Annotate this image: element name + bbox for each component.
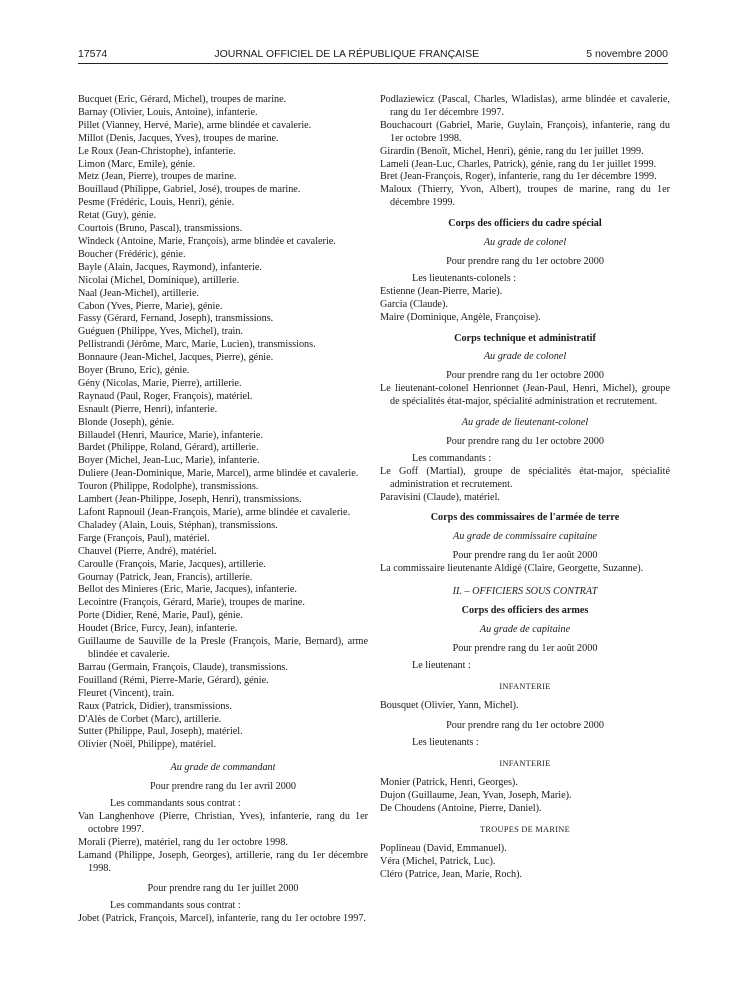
list-item: Le Roux (Jean-Christophe), infanterie.	[78, 145, 236, 157]
list-item: Millot (Denis, Jacques, Yves), troupes de marine.	[78, 132, 279, 144]
header-rule	[78, 63, 668, 64]
grade-heading: Au grade de commissaire capitaine	[453, 531, 597, 543]
list-item: Nicolai (Michel, Dominique), artillerie.	[78, 274, 240, 286]
list-item: Bonnaure (Jean-Michel, Jacques, Pierre), génie.	[78, 352, 274, 364]
list-item: Naal (Jean-Michel), artillerie.	[78, 287, 200, 299]
list-item: Véra (Michel, Patrick, Luc).	[380, 855, 496, 867]
list-item: Jobet (Patrick, François, Marcel), infanterie, rang du 1er octobre 1997.	[78, 913, 366, 925]
list-item: Blonde (Joseph), génie.	[78, 416, 175, 428]
list-item: Houdet (Brice, Furcy, Jean), infanterie.	[78, 623, 238, 635]
list-item: Maire (Dominique, Angèle, Françoise).	[380, 311, 541, 323]
list-item: Le lieutenant-colonel Henrionnet (Jean-Paul, Henri, Michel), groupe de spécialités état-major, spécialité administration et recrutement.	[380, 383, 670, 408]
list-item: Chaladey (Alain, Louis, Stéphan), transmissions.	[78, 519, 278, 531]
journal-title: JOURNAL OFFICIEL DE LA RÉPUBLIQUE FRANÇAISE	[214, 48, 480, 60]
list-item: Podlaziewicz (Pascal, Charles, Wladislas), arme blindée et cavalerie, rang du 1er décembre 1997.	[380, 94, 670, 118]
list-item: De Choudens (Antoine, Pierre, Daniel).	[380, 802, 542, 814]
list-item: Van Langhenhove (Pierre, Christian, Yves), infanterie, rang du 1er octobre 1997.	[78, 810, 368, 835]
list-item: Lamand (Philippe, Joseph, Georges), artillerie, rang du 1er décembre 1998.	[78, 849, 368, 874]
arm-heading: INFANTERIE	[499, 759, 551, 769]
list-item: Duliere (Jean-Dominique, Marie, Marcel), arme blindée et cavalerie.	[78, 468, 359, 480]
section-heading: II. – OFFICIERS SOUS CONTRAT	[452, 586, 598, 598]
list-item: Poplineau (David, Emmanuel).	[380, 842, 507, 854]
list-item: Paravisini (Claude), matériel.	[380, 491, 500, 503]
list-item: Bucquet (Eric, Gérard, Michel), troupes de marine.	[78, 94, 287, 105]
rank-date: Pour prendre rang du 1er avril 2000	[150, 781, 296, 793]
list-item: Girardin (Benoît, Michel, Henri), génie, rang du 1er juillet 1999.	[380, 145, 644, 157]
corps-heading: Corps des officiers des armes	[461, 605, 589, 616]
list-item: Gournay (Patrick, Jean, Francis), artillerie.	[78, 571, 253, 583]
group-label: Les commandants sous contrat :	[110, 900, 241, 912]
page-number: 17574	[78, 48, 108, 60]
list-item: Garcia (Claude).	[380, 298, 448, 310]
list-item: Caroulle (François, Marie, Jacques), artillerie.	[78, 558, 266, 570]
page-header	[78, 45, 668, 63]
list-item: Limon (Marc, Emile), génie.	[78, 158, 196, 170]
list-item: Estienne (Jean-Pierre, Marie).	[380, 285, 503, 297]
list-item: Fouilland (Rémi, Pierre-Marie, Gérard), génie.	[78, 674, 269, 686]
list-item: Boyer (Michel, Jean-Luc, Marie), infanterie.	[78, 455, 260, 467]
grade-heading: Au grade de lieutenant-colonel	[461, 417, 589, 429]
list-item: Dujon (Guillaume, Jean, Yvan, Joseph, Marie).	[380, 790, 572, 802]
list-item: Raynaud (Paul, Roger, François), matériel.	[78, 390, 253, 402]
list-item: Lafont Rapnouil (Jean-François, Marie), arme blindée et cavalerie.	[78, 507, 351, 518]
list-item: Pillet (Vianney, Hervé, Marie), arme blindée et cavalerie.	[78, 119, 312, 131]
list-item: Billaudel (Henri, Maurice, Marie), infanterie.	[78, 429, 263, 441]
list-item: Retat (Guy), génie.	[78, 210, 157, 222]
grade-heading: Au grade de commandant	[170, 762, 276, 774]
group-label: Les commandants sous contrat :	[110, 798, 241, 810]
list-item: Boucher (Frédéric), génie.	[78, 248, 186, 260]
list-item: Fassy (Gérard, Fernand, Joseph), transmissions.	[78, 313, 274, 325]
list-item: Le Goff (Martial), groupe de spécialités état-major, spécialité administration et recrutement.	[380, 465, 670, 490]
group-label: Le lieutenant :	[412, 659, 471, 671]
rank-date: Pour prendre rang du 1er juillet 2000	[147, 883, 299, 895]
list-item: Cabon (Yves, Pierre, Marie), génie.	[78, 300, 223, 312]
list-item: Bret (Jean-François, Roger), infanterie, rang du 1er décembre 1999.	[380, 171, 657, 183]
rank-date: Pour prendre rang du 1er août 2000	[452, 642, 598, 654]
list-item: Bayle (Alain, Jacques, Raymond), infanterie.	[78, 261, 262, 273]
list-item: Monier (Patrick, Henri, Georges).	[380, 777, 518, 789]
list-item: Raux (Patrick, Didier), transmissions.	[78, 700, 232, 712]
list-item: Windeck (Antoine, Marie, François), arme blindée et cavalerie.	[78, 235, 336, 247]
rank-date: Pour prendre rang du 1er octobre 2000	[446, 435, 604, 447]
list-item: Maloux (Thierry, Yvon, Albert), troupes de marine, rang du 1er décembre 1999.	[380, 184, 670, 209]
list-item: Pellistrandi (Jérôme, Marc, Marie, Lucien), transmissions.	[78, 339, 316, 351]
list-item: Cléro (Patrice, Jean, Marie, Roch).	[380, 868, 523, 880]
rank-date: Pour prendre rang du 1er août 2000	[452, 550, 598, 562]
grade-heading: Au grade de colonel	[483, 351, 567, 363]
list-item: Lambert (Jean-Philippe, Joseph, Henri), transmissions.	[78, 494, 302, 506]
group-label: Les lieutenants-colonels :	[412, 272, 517, 284]
list-item: Bellot des Minieres (Eric, Marie, Jacques), infanterie.	[78, 584, 297, 596]
corps-heading: Corps technique et administratif	[454, 332, 596, 344]
issue-date: 5 novembre 2000	[586, 48, 668, 60]
list-item: Morali (Pierre), matériel, rang du 1er octobre 1998.	[78, 836, 288, 848]
group-label: Les lieutenants :	[412, 737, 479, 749]
right-column	[380, 94, 670, 882]
list-item: Olivier (Noël, Philippe), matériel.	[78, 739, 217, 751]
list-item: Gény (Nicolas, Marie, Pierre), artillerie.	[78, 377, 242, 389]
list-item: Sutter (Philippe, Paul, Joseph), matériel.	[78, 726, 243, 738]
list-item: Farge (François, Paul), matériel.	[78, 532, 210, 544]
list-item: Porte (Didier, René, Marie, Paul), génie.	[78, 610, 243, 622]
list-item: Metz (Jean, Pierre), troupes de marine.	[78, 171, 237, 183]
list-item: Boyer (Bruno, Eric), génie.	[78, 365, 190, 377]
list-item: La commissaire lieutenante Aldigé (Claire, Georgette, Suzanne).	[380, 563, 644, 575]
list-item: Chauvel (Pierre, André), matériel.	[78, 545, 217, 557]
corps-heading: Corps des officiers du cadre spécial	[448, 218, 602, 230]
list-item: Fleuret (Vincent), train.	[78, 687, 175, 699]
rank-date: Pour prendre rang du 1er octobre 2000	[446, 720, 604, 732]
list-item: Guillaume de Sauville de la Presle (François, Marie, Bernard), arme blindée et cavalerie.	[78, 636, 368, 660]
list-item: Guéguen (Philippe, Yves, Michel), train.	[78, 326, 243, 338]
list-item: D'Alès de Corbet (Marc), artillerie.	[78, 713, 222, 725]
list-item: Lameli (Jean-Luc, Charles, Patrick), génie, rang du 1er juillet 1999.	[380, 158, 657, 170]
list-item: Barnay (Olivier, Louis, Antoine), infanterie.	[78, 106, 258, 118]
grade-heading: Au grade de colonel	[483, 237, 567, 249]
list-item: Bouillaud (Philippe, Gabriel, José), troupes de marine.	[78, 184, 301, 196]
corps-heading: Corps des commissaires de l'armée de terre	[430, 512, 620, 524]
rank-date: Pour prendre rang du 1er octobre 2000	[446, 370, 604, 382]
list-item: Courtois (Bruno, Pascal), transmissions.	[78, 223, 243, 235]
list-item: Barrau (Germain, François, Claude), transmissions.	[78, 661, 288, 673]
list-item: Touron (Philippe, Rodolphe), transmissions.	[78, 481, 259, 493]
arm-heading: INFANTERIE	[499, 681, 551, 691]
promotion-list	[78, 94, 368, 752]
list-item: Bardet (Philippe, Roland, Gérard), artillerie.	[78, 442, 259, 454]
left-column	[78, 94, 368, 926]
list-item: Pesme (Frédéric, Louis, Henri), génie.	[78, 197, 235, 209]
arm-heading: TROUPES DE MARINE	[480, 824, 570, 834]
list-item: Esnault (Pierre, Henri), infanterie.	[78, 403, 218, 415]
list-item: Bousquet (Olivier, Yann, Michel).	[380, 699, 519, 711]
rank-date: Pour prendre rang du 1er octobre 2000	[446, 255, 604, 267]
list-item: Bouchacourt (Gabriel, Marie, Guylain, François), infanterie, rang du 1er octobre 1998.	[380, 119, 670, 144]
grade-heading: Au grade de capitaine	[479, 623, 571, 635]
list-item: Lecointre (François, Gérard, Marie), troupes de marine.	[78, 597, 305, 609]
group-label: Les commandants :	[412, 452, 492, 464]
